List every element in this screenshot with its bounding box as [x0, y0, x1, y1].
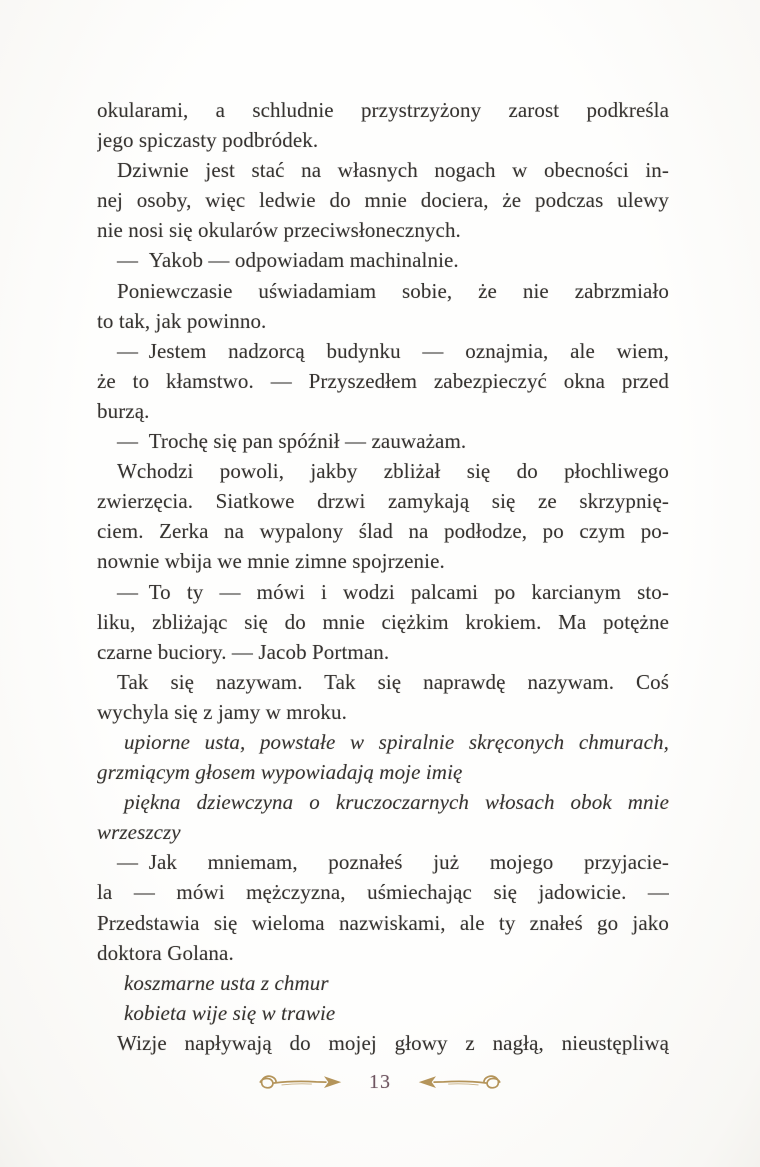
- text-line: Wizje napływają do mojej głowy z nagłą, nieustępliwą: [117, 1030, 669, 1055]
- text-line: zwierzęcia. Siatkowe drzwi zamykają się ze skrzypnię-: [97, 489, 669, 514]
- flourish-arrow-left-icon: [413, 1070, 505, 1095]
- paragraph: [97, 577, 669, 667]
- text-line: to tak, jak powinno.: [97, 308, 267, 333]
- text-line: piękna dziewczyna o kruczoczarnych włosach obok mnie: [124, 790, 669, 815]
- text-line: la — mówi mężczyzna, uśmiechając się jadowicie. —: [97, 880, 669, 905]
- text-line: doktora Golana.: [97, 940, 234, 965]
- paragraph: [97, 456, 669, 576]
- paragraph: [97, 426, 669, 456]
- text-block: [97, 95, 669, 1058]
- flourish-arrow-right-icon: [255, 1070, 347, 1095]
- text-line: nie nosi się okularów przeciwsłonecznych.: [97, 218, 461, 243]
- text-line: Wchodzi powoli, jakby zbliżał się do płochliwego: [117, 459, 669, 484]
- text-line: liku, zbliżając się do mnie ciężkim krokiem. Ma potężne: [97, 609, 669, 634]
- paragraph: [97, 787, 669, 847]
- paragraph: [97, 95, 669, 155]
- text-line: kobieta wije się w trawie: [124, 1000, 336, 1025]
- text-line: Tak się nazywam. Tak się naprawdę nazywam. Coś: [117, 669, 669, 694]
- text-line: — To ty — mówi i wodzi palcami po karcianym sto-: [117, 579, 669, 604]
- text-line: Dziwnie jest stać na własnych nogach w obecności in-: [117, 158, 669, 183]
- text-line: — Trochę się pan spóźnił — zauważam.: [117, 429, 467, 454]
- paragraph: [97, 276, 669, 336]
- paragraph: [97, 245, 669, 275]
- text-line: wrzeszczy: [97, 820, 181, 845]
- page-footer: [0, 1070, 760, 1095]
- paragraph: [97, 1028, 669, 1058]
- text-line: — Yakob — odpowiadam machinalnie.: [117, 248, 459, 273]
- text-line: że to kłamstwo. — Przyszedłem zabezpieczyć okna przed: [97, 368, 669, 393]
- paragraph: [97, 847, 669, 967]
- text-line: grzmiącym głosem wypowiadają moje imię: [97, 760, 463, 785]
- paragraph: [97, 727, 669, 787]
- paragraph: [97, 968, 669, 998]
- text-line: nej osoby, więc ledwie do mnie dociera, że podczas ulewy: [97, 188, 669, 213]
- text-line: nownie wbija we mnie zimne spojrzenie.: [97, 549, 445, 574]
- paragraph: [97, 155, 669, 245]
- text-line: — Jestem nadzorcą budynku — oznajmia, ale wiem,: [117, 338, 669, 363]
- text-line: wychyla się z jamy w mroku.: [97, 699, 347, 724]
- paragraph: [97, 336, 669, 426]
- text-line: ciem. Zerka na wypalony ślad na podłodze, po czym po-: [97, 519, 669, 544]
- paragraph: [97, 667, 669, 727]
- paragraph: [97, 998, 669, 1028]
- text-line: burzą.: [97, 398, 150, 423]
- text-line: Przedstawia się wieloma nazwiskami, ale ty znałeś go jako: [97, 910, 669, 935]
- text-line: okularami, a schludnie przystrzyżony zarost podkreśla: [97, 98, 669, 122]
- text-line: — Jak mniemam, poznałeś już mojego przyjacie-: [117, 850, 669, 875]
- text-line: czarne buciory. — Jacob Portman.: [97, 639, 390, 664]
- text-line: jego spiczasty podbródek.: [97, 128, 319, 153]
- page-number: 13: [369, 1070, 391, 1093]
- text-line: Poniewczasie uświadamiam sobie, że nie zabrzmiało: [117, 278, 669, 303]
- text-line: upiorne usta, powstałe w spiralnie skręconych chmurach,: [124, 729, 669, 754]
- text-line: koszmarne usta z chmur: [124, 970, 329, 995]
